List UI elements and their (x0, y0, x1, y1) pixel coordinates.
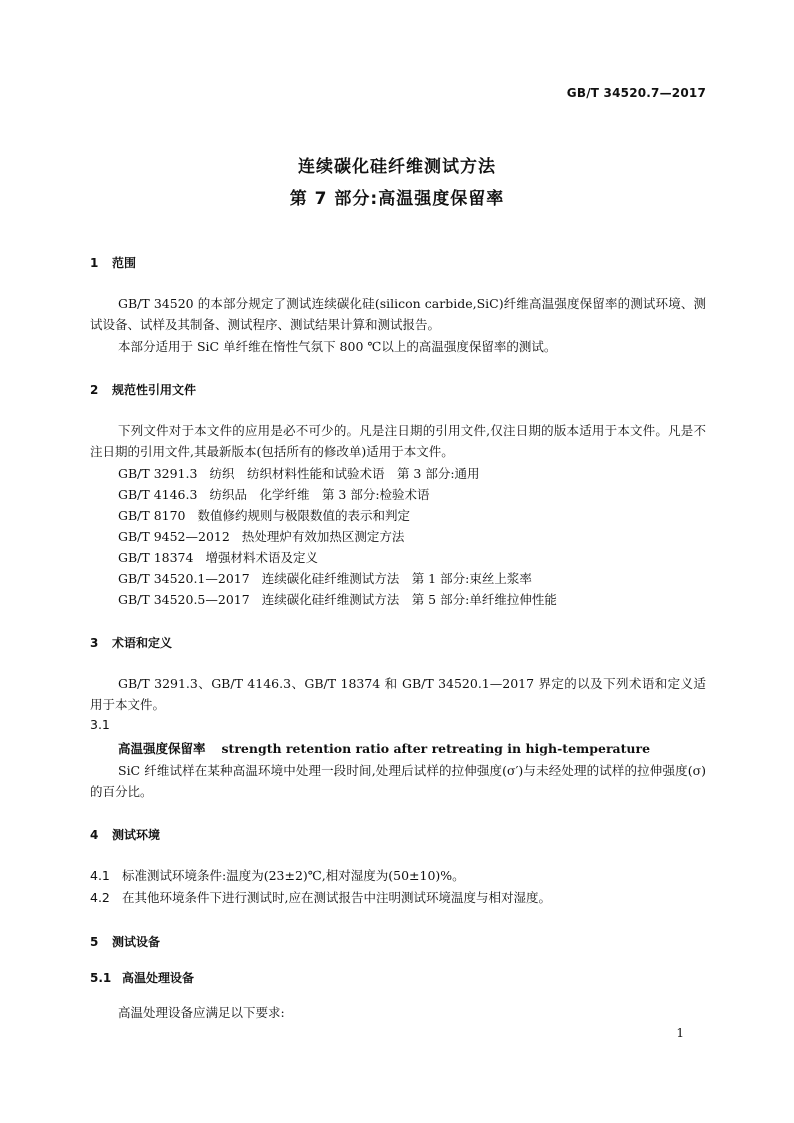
term-definition: SiC 纤维试样在某种高温环境中处理一段时间,处理后试样的拉伸强度(σ′)与未经处理的试样的拉伸强度(σ)的百分比。 (90, 763, 706, 799)
clause-number: 4.1 (90, 868, 110, 883)
clause-item (90, 888, 551, 906)
scope-paragraph-1: GB/T 34520 的本部分规定了测试连续碳化硅(silicon carbide,SiC)纤维高温强度保留率的测试环境、测试设备、试样及其制备、测试程序、测试结果计算和测试报告。 (90, 296, 706, 332)
section-number: 3 (90, 636, 99, 650)
reference-item (118, 569, 532, 587)
reference-title: 纺织品 化学纤维 第 3 部分:检验术语 (209, 487, 430, 502)
reference-title: 连续碳化硅纤维测试方法 第 5 部分:单纤维拉伸性能 (261, 592, 557, 607)
section-number: 1 (90, 256, 99, 270)
reference-code: GB/T 34520.5—2017 (118, 592, 250, 607)
reference-code: GB/T 34520.1—2017 (118, 571, 250, 586)
term-english: strength retention ratio after retreating in high-temperature (221, 741, 651, 756)
equipment-requirement-text: 高温处理设备应满足以下要求: (118, 1005, 285, 1020)
reference-code: GB/T 18374 (118, 550, 194, 565)
reference-code: GB/T 4146.3 (118, 487, 198, 502)
clause-item (90, 866, 465, 884)
reference-item (118, 548, 318, 566)
document-subtitle: 第 7 部分:高温强度保留率 (289, 189, 505, 209)
reference-item (118, 527, 404, 545)
section-title: 测试环境 (112, 828, 161, 842)
subsection-number: 5.1 (90, 971, 112, 985)
section-number: 5 (90, 935, 99, 949)
references-intro: 下列文件对于本文件的应用是必不可少的。凡是注日期的引用文件,仅注日期的版本适用于本文件。凡是不注日期的引用文件,其最新版本(包括所有的修改单)适用于本文件。 (90, 423, 706, 459)
section-2-heading (90, 381, 196, 398)
clause-text: 标准测试环境条件:温度为(23±2)℃,相对湿度为(50±10)%。 (122, 868, 465, 883)
standard-code: GB/T 34520.7—2017 (566, 86, 706, 100)
subsection-title: 高温处理设备 (122, 971, 195, 985)
section-title: 规范性引用文件 (112, 383, 197, 397)
term-chinese: 高温强度保留率 (118, 741, 206, 756)
scope-paragraph-2: 本部分适用于 SiC 单纤维在惰性气氛下 800 ℃以上的高温强度保留率的测试。 (118, 339, 557, 354)
reference-code: GB/T 8170 (118, 508, 186, 523)
reference-code: GB/T 9452—2012 (118, 529, 230, 544)
section-title: 范围 (112, 256, 137, 270)
term-number: 3.1 (90, 717, 110, 732)
reference-item (118, 485, 430, 503)
reference-item (118, 506, 410, 524)
reference-title: 数值修约规则与极限数值的表示和判定 (197, 508, 411, 523)
section-number: 4 (90, 828, 99, 842)
section-number: 2 (90, 383, 99, 397)
terms-intro: GB/T 3291.3、GB/T 4146.3、GB/T 18374 和 GB/T 34520.1—2017 界定的以及下列术语和定义适用于本文件。 (90, 676, 706, 712)
reference-title: 热处理炉有效加热区测定方法 (241, 529, 405, 544)
section-title: 术语和定义 (112, 636, 173, 650)
section-5-heading (90, 933, 160, 950)
clause-number: 4.2 (90, 890, 110, 905)
subsection-5-1-heading (90, 969, 194, 986)
reference-title: 连续碳化硅纤维测试方法 第 1 部分:束丝上浆率 (261, 571, 532, 586)
reference-title: 纺织 纺织材料性能和试验术语 第 3 部分:通用 (209, 466, 480, 481)
reference-item (118, 464, 480, 482)
section-title: 测试设备 (112, 935, 161, 949)
section-3-heading (90, 634, 172, 651)
document-title: 连续碳化硅纤维测试方法 (298, 157, 496, 177)
section-4-heading (90, 826, 160, 843)
reference-item (118, 590, 557, 608)
clause-text: 在其他环境条件下进行测试时,应在测试报告中注明测试环境温度与相对湿度。 (122, 890, 551, 905)
page-number: 1 (676, 1026, 684, 1040)
reference-title: 增强材料术语及定义 (205, 550, 318, 565)
reference-code: GB/T 3291.3 (118, 466, 198, 481)
term-entry (118, 739, 650, 757)
section-1-heading (90, 254, 136, 271)
